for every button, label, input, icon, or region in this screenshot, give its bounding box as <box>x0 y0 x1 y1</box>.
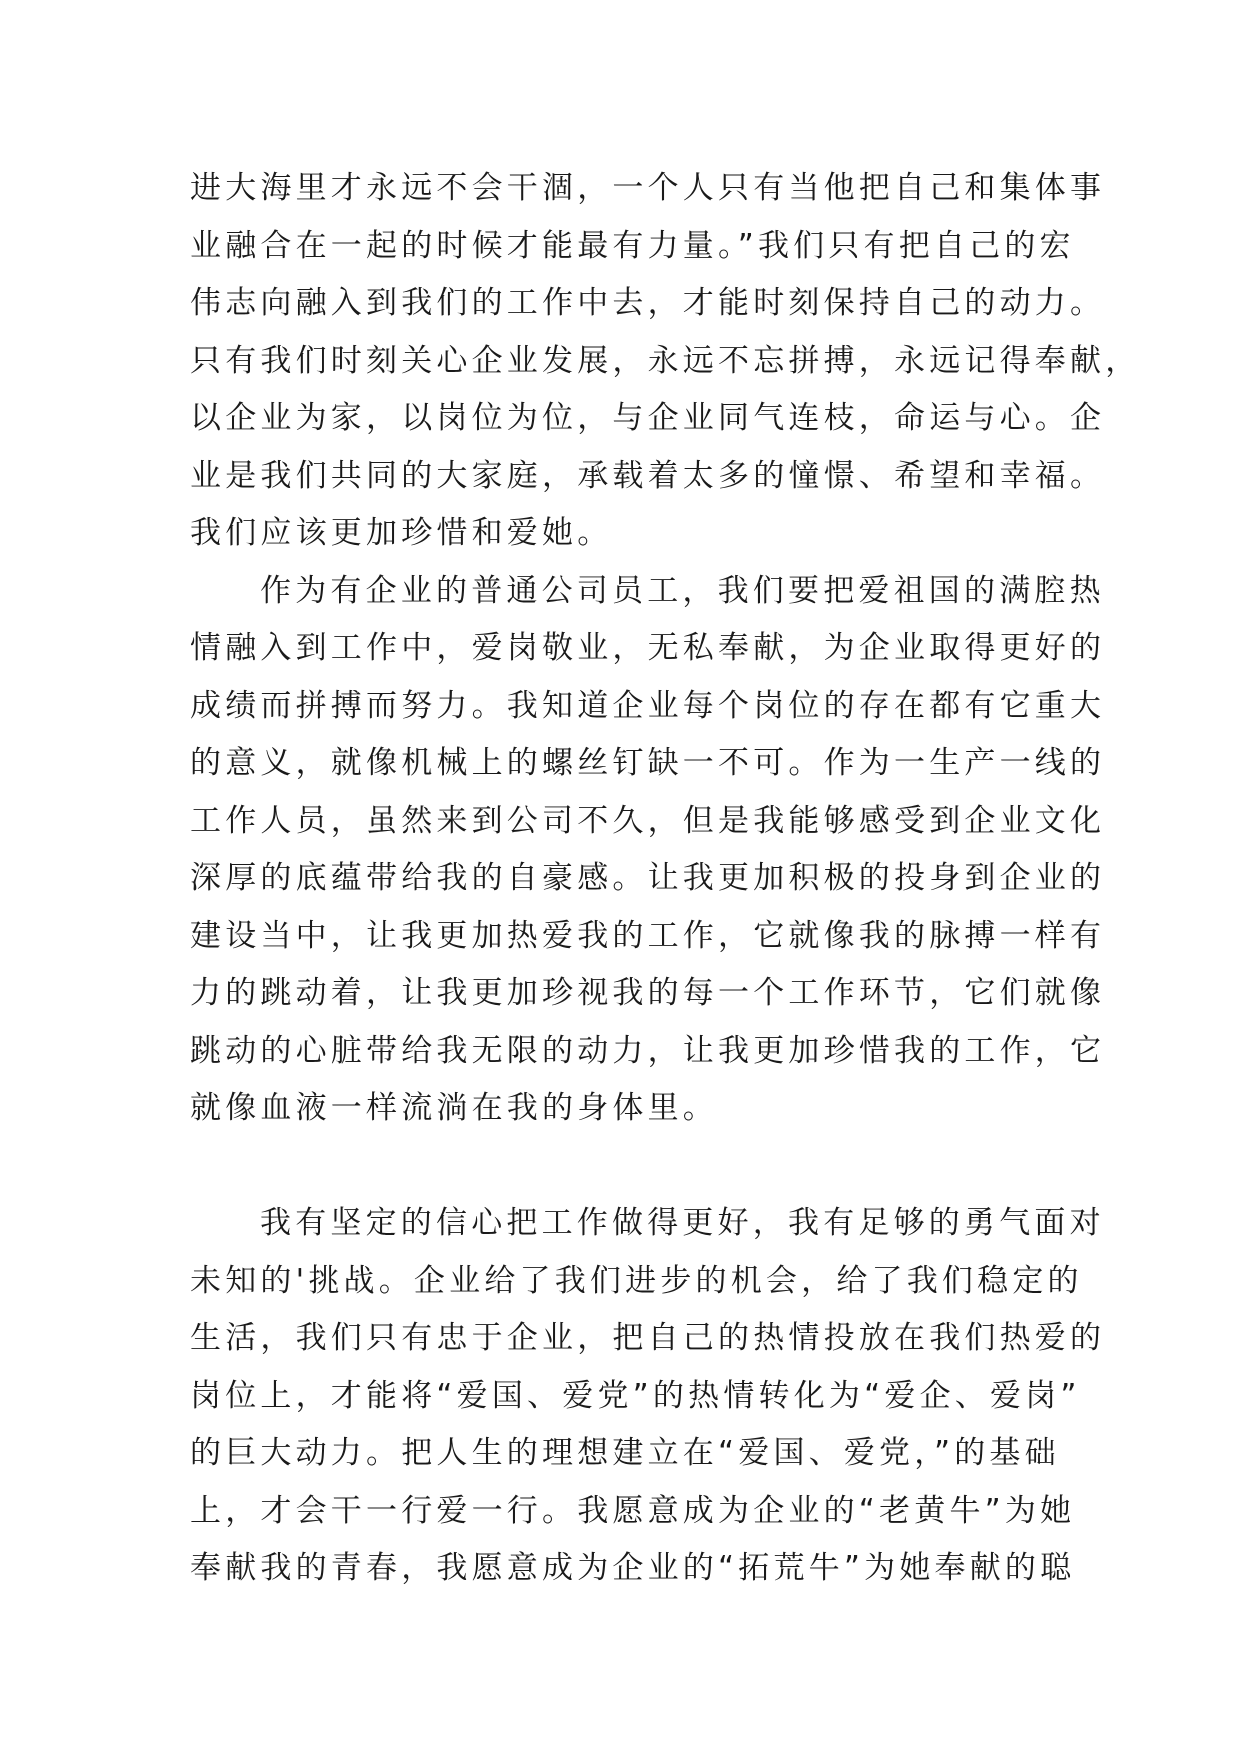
text-line: 未知的'挑战。企业给了我们进步的机会，给了我们稳定的 <box>190 1262 1083 1299</box>
text-line: 岗位上，才能将“爱国、爱党”的热情转化为“爱企、爱岗” <box>190 1377 1081 1414</box>
text-line: 伟志向融入到我们的工作中去，才能时刻保持自己的动力。 <box>190 285 1106 321</box>
text-line: 跳动的心脏带给我无限的动力，让我更加珍惜我的工作，它 <box>190 1032 1106 1069</box>
text-line: 进大海里才永远不会干涸，一个人只有当他把自己和集体事 <box>190 170 1106 206</box>
text-line: 就像血液一样流淌在我的身体里。 <box>190 1090 718 1126</box>
text-line: 我有坚定的信心把工作做得更好，我有足够的勇气面对 <box>260 1205 1105 1241</box>
paragraph <box>190 1195 1106 1598</box>
text-line: 深厚的底蕴带给我的自豪感。让我更加积极的投身到企业的 <box>190 860 1106 896</box>
paragraph <box>190 563 1106 1196</box>
text-line: 情融入到工作中，爱岗敬业，无私奉献，为企业取得更好的 <box>190 630 1106 666</box>
text-line: 建设当中，让我更加热爱我的工作，它就像我的脉搏一样有 <box>190 917 1106 954</box>
text-line: 我们应该更加珍惜和爱她。 <box>190 515 613 551</box>
text-line: 只有我们时刻关心企业发展，永远不忘拼搏，永远记得奉献， <box>190 342 1141 379</box>
text-line: 的意义，就像机械上的螺丝钉缺一不可。作为一生产一线的 <box>190 745 1106 781</box>
text-line: 奉献我的青春，我愿意成为企业的“拓荒牛”为她奉献的聪 <box>190 1550 1076 1586</box>
text-line: 业是我们共同的大家庭，承载着太多的憧憬、希望和幸福。 <box>190 457 1106 494</box>
document-body <box>190 160 1141 1598</box>
text-line: 成绩而拼搏而努力。我知道企业每个岗位的存在都有它重大 <box>190 687 1106 724</box>
text-line: 生活，我们只有忠于企业，把自己的热情投放在我们热爱的 <box>190 1320 1106 1356</box>
text-line: 以企业为家，以岗位为位，与企业同气连枝，命运与心。企 <box>190 400 1106 436</box>
text-line: 力的跳动着，让我更加珍视我的每一个工作环节，它们就像 <box>190 975 1106 1011</box>
text-line: 上，才会干一行爱一行。我愿意成为企业的“老黄牛”为她 <box>190 1492 1076 1529</box>
text-line: 工作人员，虽然来到公司不久，但是我能够感受到企业文化 <box>190 802 1106 839</box>
text-line: 的巨大动力。把人生的理想建立在“爱国、爱党，”的基础 <box>190 1435 1060 1471</box>
text-line: 业融合在一起的时候才能最有力量。”我们只有把自己的宏 <box>190 227 1075 264</box>
text-line: 作为有企业的普通公司员工，我们要把爱祖国的满腔热 <box>260 572 1105 609</box>
text-line <box>190 1138 1090 1196</box>
paragraph <box>190 160 1141 563</box>
